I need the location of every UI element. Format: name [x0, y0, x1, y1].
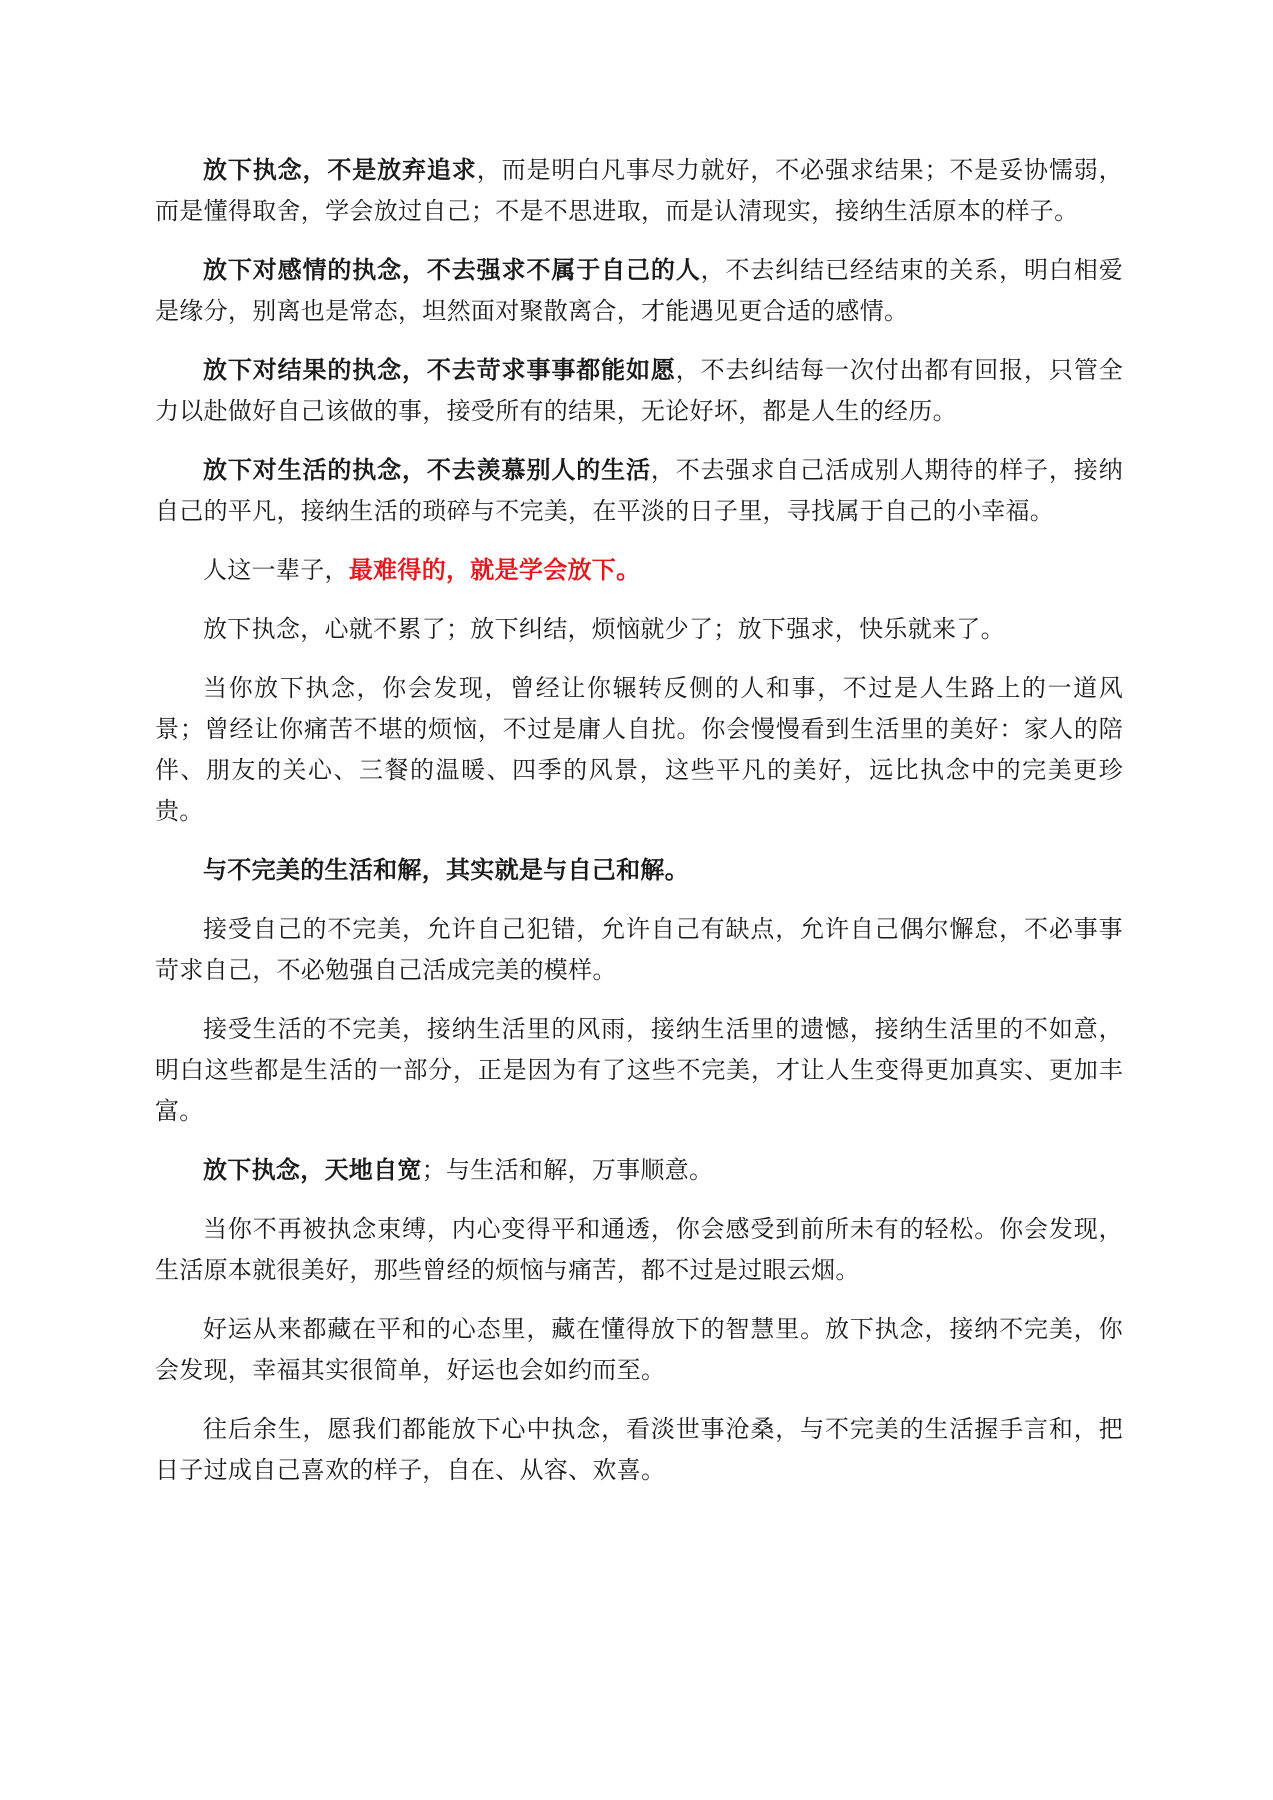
bold-text: 与不完美的生活和解，其实就是与自己和解。	[203, 856, 689, 884]
paragraph	[155, 909, 1123, 991]
bold-text: 放下对感情的执念，不去强求不属于自己的人	[203, 256, 701, 284]
body-text: ，而是明白凡事尽力就好，不必强求结果；不是妥协懦弱，而是懂得取舍，学会放过自己；不是不思进取，而是认清现实，接纳生活原本的样子。	[155, 156, 1123, 225]
paragraph	[155, 1209, 1123, 1291]
body-text: 接受自己的不完美，允许自己犯错，允许自己有缺点，允许自己偶尔懈怠，不必事事苛求自己，不必勉强自己活成完美的模样。	[155, 915, 1123, 984]
paragraph	[155, 450, 1123, 532]
paragraph	[155, 1150, 1123, 1191]
body-text: ，不去纠结已经结束的关系，明白相爱是缘分，别离也是常态，坦然面对聚散离合，才能遇见更合适的感情。	[155, 256, 1123, 325]
article-body	[155, 150, 1123, 1491]
body-text: 放下执念，心就不累了；放下纠结，烦恼就少了；放下强求，快乐就来了。	[203, 615, 1005, 643]
body-text: 接受生活的不完美，接纳生活里的风雨，接纳生活里的遗憾，接纳生活里的不如意，明白这些都是生活的一部分，正是因为有了这些不完美，才让人生变得更加真实、更加丰富。	[155, 1015, 1123, 1125]
paragraph	[155, 1409, 1123, 1491]
paragraph	[155, 1009, 1123, 1132]
bold-text: 放下对生活的执念，不去羡慕别人的生活	[203, 456, 651, 484]
body-text: 人这一辈子，	[203, 556, 349, 584]
paragraph	[155, 550, 1123, 591]
bold-text: 放下对结果的执念，不去苛求事事都能如愿	[203, 356, 676, 384]
paragraph	[155, 609, 1123, 650]
bold-text: 放下执念，不是放弃追求	[203, 156, 477, 184]
paragraph	[155, 850, 1123, 891]
body-text: 当你放下执念，你会发现，曾经让你辗转反侧的人和事，不过是人生路上的一道风景；曾经让你痛苦不堪的烦恼，不过是庸人自扰。你会慢慢看到生活里的美好：家人的陪伴、朋友的关心、三餐的温暖、四季的风景，这些平凡的美好，远比执念中的完美更珍贵。	[155, 674, 1123, 825]
paragraph	[155, 150, 1123, 232]
body-text: ，不去强求自己活成别人期待的样子，接纳自己的平凡，接纳生活的琐碎与不完美，在平淡的日子里，寻找属于自己的小幸福。	[155, 456, 1123, 525]
bold-text: 放下执念，天地自宽	[203, 1156, 422, 1184]
body-text: ，不去纠结每一次付出都有回报，只管全力以赴做好自己该做的事，接受所有的结果，无论好坏，都是人生的经历。	[155, 356, 1123, 425]
body-text: 当你不再被执念束缚，内心变得平和通透，你会感受到前所未有的轻松。你会发现，生活原本就很美好，那些曾经的烦恼与痛苦，都不过是过眼云烟。	[155, 1215, 1123, 1284]
highlight-text: 最难得的，就是学会放下。	[348, 556, 641, 584]
body-text: 好运从来都藏在平和的心态里，藏在懂得放下的智慧里。放下执念，接纳不完美，你会发现，幸福其实很简单，好运也会如约而至。	[155, 1315, 1123, 1384]
paragraph	[155, 668, 1123, 832]
paragraph	[155, 1309, 1123, 1391]
paragraph	[155, 250, 1123, 332]
body-text: 往后余生，愿我们都能放下心中执念，看淡世事沧桑，与不完美的生活握手言和，把日子过成自己喜欢的样子，自在、从容、欢喜。	[155, 1415, 1123, 1484]
paragraph	[155, 350, 1123, 432]
body-text: ；与生活和解，万事顺意。	[421, 1156, 714, 1184]
